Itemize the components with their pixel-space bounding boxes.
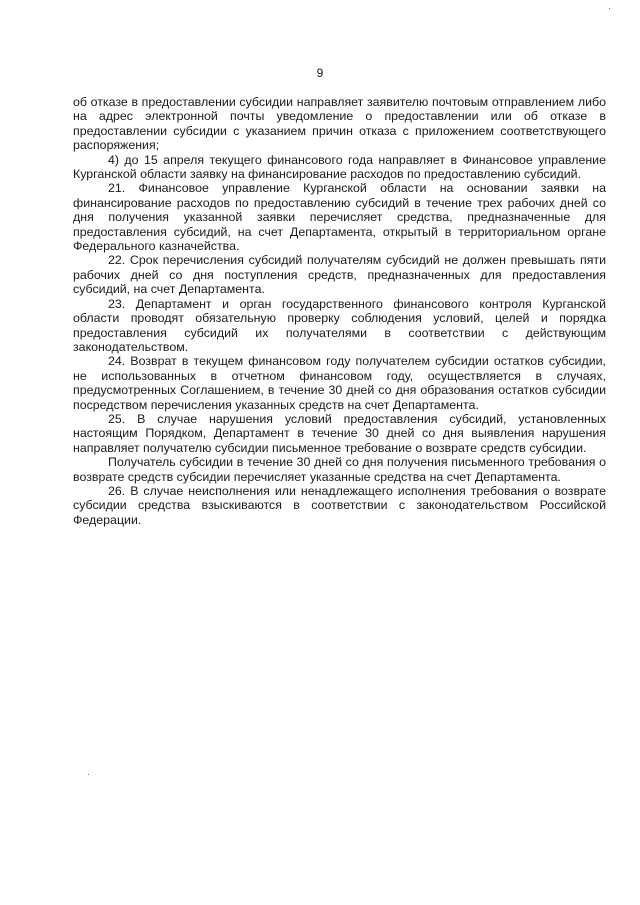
paragraph-25-continuation: Получатель субсидии в течение 30 дней со дня получения письменного требования о возврате средств субсидии перечисляет указанные средства на счет Департамента.: [73, 455, 606, 484]
paragraph-item-4: 4) до 15 апреля текущего финансового года направляет в Финансовое управление Курганской области заявку на финансирование расходов по предоставлению субсидий.: [73, 152, 606, 182]
paragraph-23: 23. Департамент и орган государственного финансового контроля Курганской области проводят обязательную проверку соблюдения условий, целей и порядка предоставления субсидий их получателями в соответствии с действующим законодательством.: [73, 296, 606, 354]
scan-speck: [609, 8, 610, 9]
scan-speck: [88, 774, 89, 775]
document-body: [73, 95, 606, 527]
page-number: 9: [316, 66, 324, 80]
paragraph-21: 21. Финансовое управление Курганской области на основании заявки на финансирование расходов по предоставлению субсидий в течение трех рабочих дней со дня получения указанной заявки перечисляет средства, предназначенные для предоставления субсидий, на счет Департамента, открытый в территориальном органе Федерального казначейства.: [73, 181, 606, 254]
paragraph-22: 22. Срок перечисления субсидий получателям субсидий не должен превышать пяти рабочих дней со дня поступления средств, предназначенных для предоставления субсидий, на счет Департамента.: [73, 253, 606, 297]
paragraph-26: 26. В случае неисполнения или ненадлежащего исполнения требования о возврате субсидии средства взыскиваются в соответствии с законодательством Российской Федерации.: [73, 483, 606, 527]
paragraph-25: 25. В случае нарушения условий предоставления субсидий, установленных настоящим Порядком, Департамент в течение 30 дней со дня выявления нарушения направляет получателю субсидии письменное требование о возврате средств субсидии.: [73, 411, 606, 455]
paragraph-refusal-notice: об отказе в предоставлении субсидии направляет заявителю почтовым отправлением либо на адрес электронной почты уведомление о предоставлении или об отказе в предоставлении субсидии с указанием причин отказа с приложением соответствующего распоряжения;: [73, 95, 606, 153]
paragraph-24: 24. Возврат в текущем финансовом году получателем субсидии остатков субсидии, не использованных в отчетном финансовом году, осуществляется в случаях, предусмотренных Соглашением, в течение 30 дней со дня образования остатков субсидии посредством перечисления указанных средств на счет Департамента.: [73, 354, 606, 412]
